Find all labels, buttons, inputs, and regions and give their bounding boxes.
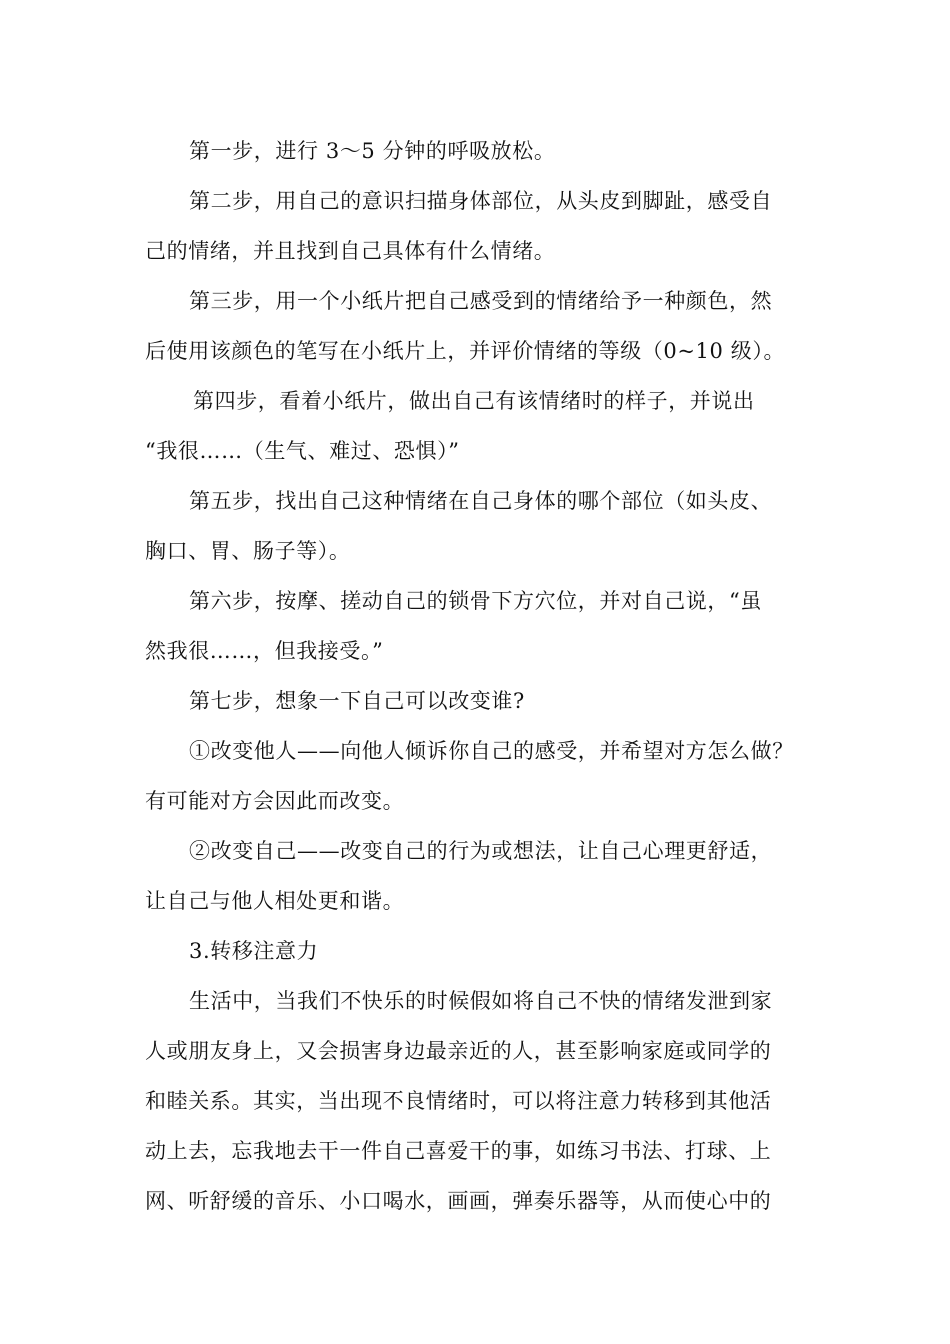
- step-5-line-2: 胸口、胃、肠子等）。: [145, 539, 351, 563]
- step-3-line-1: 第三步，用一个小纸片把自己感受到的情绪给予一种颜色，然: [189, 289, 773, 313]
- paragraph-line-5: 网、听舒缓的音乐、小口喝水，画画，弹奏乐器等，从而使心中的: [145, 1189, 772, 1213]
- option-2-line-1: ②改变自己——改变自己的行为或想法，让自己心理更舒适，: [189, 839, 773, 863]
- step-5-line-1: 第五步，找出自己这种情绪在自己身体的哪个部位（如头皮、: [189, 489, 773, 513]
- step-3-line-2: 后使用该颜色的笔写在小纸片上，并评价情绪的等级（0~10 级）。: [145, 339, 786, 363]
- step-6-line-1: 第六步，按摩、搓动自己的锁骨下方穴位，并对自己说，“虽: [189, 589, 762, 613]
- paragraph-line-1: 生活中，当我们不快乐的时候假如将自己不快的情绪发泄到家: [189, 989, 773, 1013]
- step-7-line: 第七步，想象一下自己可以改变谁?: [189, 689, 525, 713]
- step-4-line-2: “我很……（生气、难过、恐惧）”: [145, 439, 460, 463]
- paragraph-line-2: 人或朋友身上，又会损害身边最亲近的人，甚至影响家庭或同学的: [145, 1039, 772, 1063]
- section-heading: 3.转移注意力: [189, 939, 319, 963]
- step-2-line-1: 第二步，用自己的意识扫描身体部位，从头皮到脚趾，感受自: [189, 189, 773, 213]
- step-2-line-2: 己的情绪，并且找到自己具体有什么情绪。: [145, 239, 556, 263]
- option-1-line-1: ①改变他人——向他人倾诉你自己的感受，并希望对方怎么做？: [189, 739, 794, 763]
- paragraph-line-4: 动上去，忘我地去干一件自己喜爱干的事，如练习书法、打球、上: [145, 1139, 772, 1163]
- step-1-line: 第一步，进行 3～5 分钟的呼吸放松。: [189, 139, 556, 163]
- paragraph-line-3: 和睦关系。其实，当出现不良情绪时，可以将注意力转移到其他活: [145, 1089, 772, 1113]
- option-1-line-2: 有可能对方会因此而改变。: [145, 789, 405, 813]
- option-2-line-2: 让自己与他人相处更和谐。: [145, 889, 405, 913]
- step-6-line-2: 然我很……，但我接受。”: [145, 639, 384, 663]
- step-4-line-1: 第四步，看着小纸片，做出自己有该情绪时的样子，并说出: [193, 389, 755, 413]
